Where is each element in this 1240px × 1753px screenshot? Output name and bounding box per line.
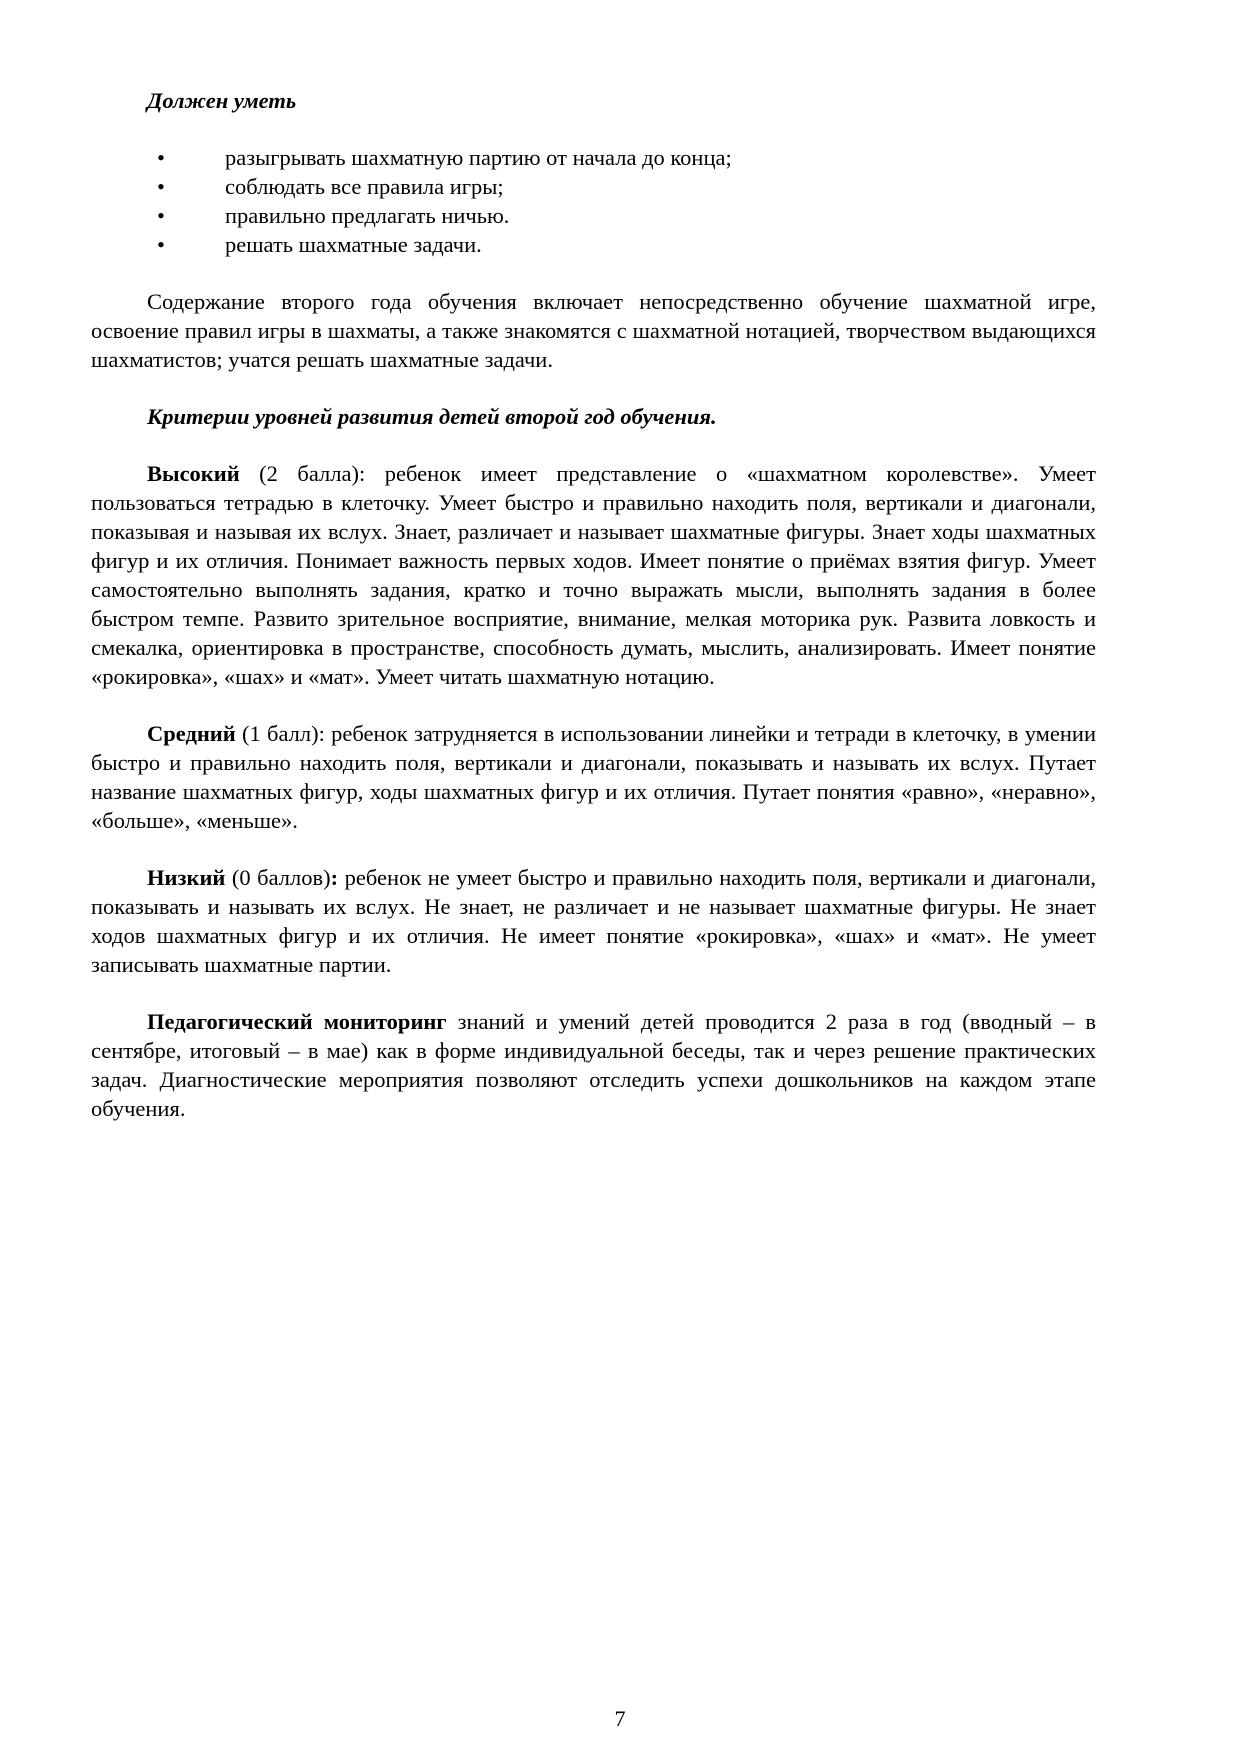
page-number: 7 [614,1706,626,1731]
list-item-text: разыгрывать шахматную партию от начала до конца; [225,145,732,170]
list-item [91,201,1096,230]
level-low-colon: : [330,865,339,890]
level-high-paragraph [91,459,1096,691]
level-low-text: ребенок не умеет быстро и правильно находить поля, вертикали и диагонали, показывать и называть их вслух. Не знает, не различает и не называет шахматные фигуры. Не знает ходов шахматных фигур и их отличия. Не имеет понятие «рокировка», «шах» и «мат». Не умеет записывать шахматные партии. [91,865,1097,977]
level-high-title: Высокий [147,461,240,486]
list-item-text: правильно предлагать ничью. [225,203,510,228]
monitoring-text: знаний и умений детей проводится 2 раза в год (вводный – в сентябре, итоговый – в мае) как в форме индивидуальной беседы, так и через решение практических задач. Диагностические мероприятия позволяют отследить успехи дошкольников на каждом этапе обучения. [91,1009,1096,1121]
list-item-text: соблюдать все правила игры; [225,174,504,199]
bullet-icon: • [157,203,165,228]
level-low-paragraph [91,863,1096,979]
level-low-title: Низкий [147,865,226,890]
bullet-icon: • [157,145,165,170]
skills-heading: Должен уметь [147,88,297,113]
level-low-score: (0 баллов) [225,865,331,890]
level-medium-text: (1 балл): ребенок затрудняется в использовании линейки и тетради в клеточку, в умении быстро и правильно находить поля, вертикали и диагонали, показывать и называть их вслух. Путает название шахматных фигур, ходы шахматных фигур и их отличия. Путает понятия «равно», «неравно», «больше», «меньше». [91,721,1096,833]
list-item [91,230,1096,259]
bullet-icon: • [157,174,165,199]
level-high-text: (2 балла): ребенок имеет представление о «шахматном королевстве». Умеет пользоваться тетрадью в клеточку. Умеет быстро и правильно находить поля, вертикали и диагонали, показывая и называя их вслух. Знает, различает и называет шахматные фигуры. Знает ходы шахматных фигур и их отличия. Понимает важность первых ходов. Имеет понятие о приёмах взятия фигур. Умеет самостоятельно выполнять задания, кратко и точно выражать мысли, выполнять задания в более быстром темпе. Развито зрительное восприятие, внимание, мелкая моторика рук. Развита ловкость и смекалка, ориентировка в пространстве, способность думать, мыслить, анализировать. Имеет понятие «рокировка», «шах» и «мат». Умеет читать шахматную нотацию. [91,461,1096,689]
list-item [91,143,1096,172]
list-item-text: решать шахматные задачи. [225,232,482,257]
bullet-icon: • [157,232,165,257]
skills-list [91,143,1096,259]
list-item [91,172,1096,201]
intro-paragraph: Содержание второго года обучения включает непосредственно обучение шахматной игре, освоение правил игры в шахматы, а также знакомятся с шахматной нотацией, творчеством выдающихся шахматистов; учатся решать шахматные задачи. [91,289,1096,372]
level-medium-paragraph [91,719,1096,835]
criteria-heading: Критерии уровней развития детей второй год обучения. [147,404,717,429]
monitoring-paragraph [91,1007,1096,1123]
level-medium-title: Средний [147,721,236,746]
monitoring-title: Педагогический мониторинг [147,1009,447,1034]
page-content [91,86,1096,1123]
